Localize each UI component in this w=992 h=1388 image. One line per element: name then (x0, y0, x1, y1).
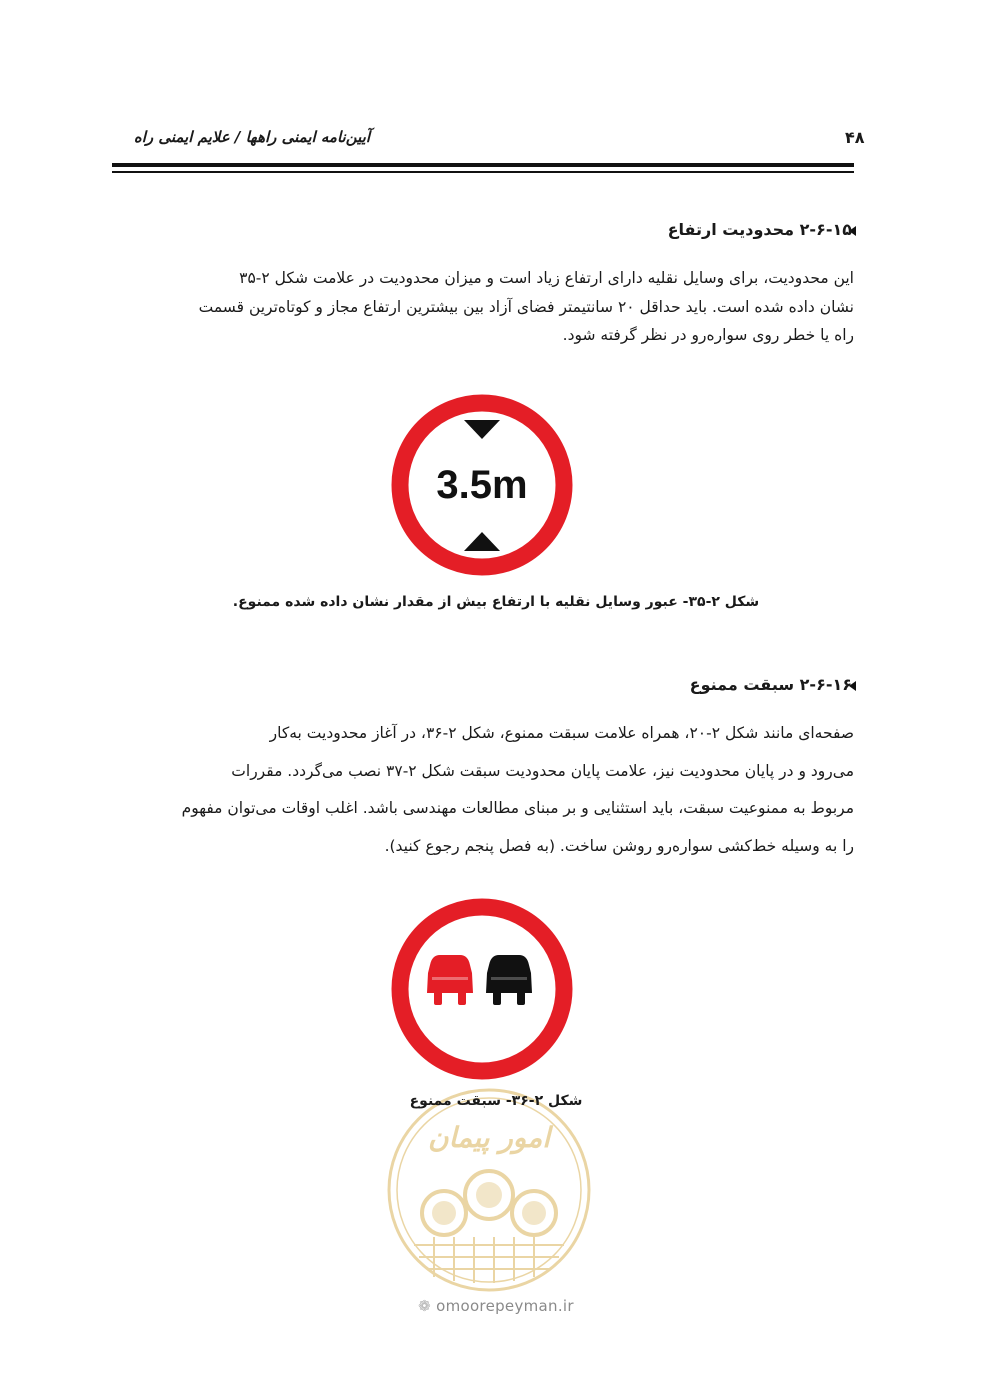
section-heading-no-overtaking: ۲-۶-۱۶ سبقت ممنوع (689, 675, 852, 694)
svg-text:امور پیمان: امور پیمان (427, 1121, 551, 1154)
paragraph-line: مربوط به ممنوعیت سبقت، باید استثنایی و بر مبنای مطالعات مهندسی باشد. اغلب اوقات می‌توان مفهوم (181, 799, 854, 817)
paragraph-line: این محدودیت، برای وسایل نقلیه دارای ارتفاع زیاد است و میزان محدودیت در علامت شکل ۲-۳۵ (239, 269, 854, 287)
paragraph-line: صفحه‌ای مانند شکل ۲-۲۰، همراه علامت سبقت ممنوع، شکل ۲-۳۶، در آغاز محدودیت به‌کار (269, 724, 854, 742)
sign-red-ring (400, 907, 564, 1071)
paragraph-height-limit (138, 264, 854, 350)
paragraph-line: را به وسیله خط‌کشی سواره‌رو روشن ساخت. (به فصل پنجم رجوع کنید). (384, 836, 854, 855)
watermark-url (0, 1297, 992, 1315)
header-rule-thick (112, 163, 854, 167)
sign-height-value: 3.5m (436, 463, 528, 507)
paragraph-no-overtaking (138, 719, 854, 860)
figure-caption-36: شکل ۲-۳۶- سبقت ممنوع (409, 1093, 583, 1109)
watermark-logo-icon: ❁ (418, 1297, 432, 1315)
paragraph-line: راه یا خطر روی سواره‌رو در نظر گرفته شود. (562, 326, 854, 344)
figure-caption-35: شکل ۲-۳۵- عبور وسایل نقلیه با ارتفاع بیش از مقدار نشان داده شده ممنوع. (232, 594, 760, 610)
paragraph-line: می‌رود و در پایان محدودیت نیز، علامت پایان محدودیت سبقت شکل ۲-۳۷ نصب می‌گردد. مقررات (231, 761, 854, 780)
no-overtaking-sign (390, 897, 574, 1081)
section-heading-height-limit: ۲-۶-۱۵ محدودیت ارتفاع (667, 220, 852, 239)
page-number: ۴۸ (845, 128, 865, 147)
watermark-logo (384, 1085, 594, 1295)
running-header-title: آیین‌نامه ایمنی راهها / علایم ایمنی راه (133, 128, 370, 146)
paragraph-line: نشان داده شده است. باید حداقل ۲۰ سانتیمتر فضای آزاد بین بیشترین ارتفاع مجاز و کوتاه‌ترین قسمت (198, 297, 854, 316)
height-limit-sign (390, 393, 574, 577)
watermark-url-text: omoorepeyman.ir (436, 1297, 574, 1315)
header-rule-thin (112, 171, 854, 173)
